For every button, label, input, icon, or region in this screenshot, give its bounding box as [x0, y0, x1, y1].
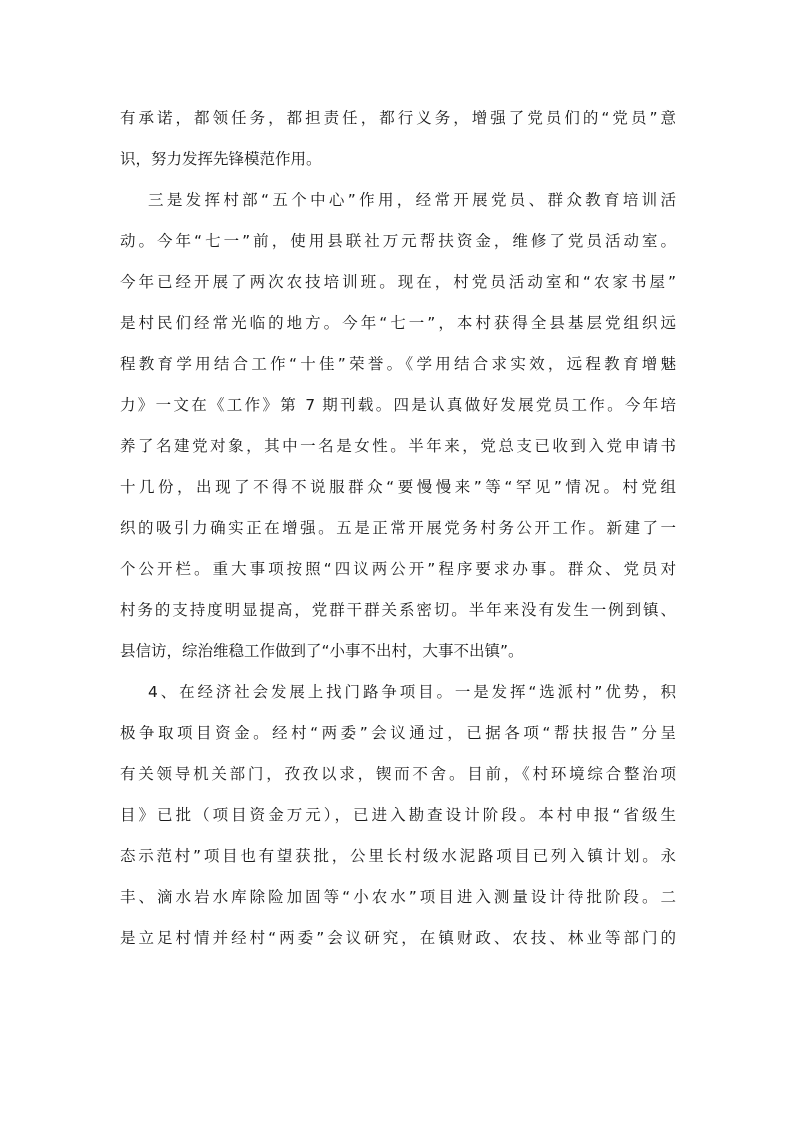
text-line: 程教育学用结合工作“十佳”荣誉。《学用结合求实效，远程教育增魅 [120, 355, 676, 373]
text-line: 村务的支持度明显提高，党群干群关系密切。半年来没有发生一例到镇、 [120, 601, 676, 619]
text-line: 丰、滴水岩水库除险加固等“小农水”项目进入测量设计待批阶段。二 [120, 888, 676, 906]
text-line: 县信访，综治维稳工作做到了“小事不出村，大事不出镇”。 [120, 642, 524, 660]
text-line: 今年已经开展了两次农技培训班。现在，村党员活动室和“农家书屋” [120, 273, 676, 291]
paragraph-start-line: 三是发挥村部“五个中心”作用，经常开展党员、群众教育培训活 [148, 191, 676, 209]
text-line: 是立足村情并经村“两委”会议研究，在镇财政、农技、林业等部门的 [120, 929, 676, 947]
text-line: 十几份，出现了不得不说服群众“要慢慢来”等“罕见”情况。村党组 [120, 478, 676, 496]
text-line: 动。今年“七一”前，使用县联社万元帮扶资金，维修了党员活动室。 [120, 232, 676, 250]
text-line: 养了名建党对象，其中一名是女性。半年来，党总支已收到入党申请书 [120, 437, 676, 455]
text-line: 个公开栏。重大事项按照“四议两公开”程序要求办事。群众、党员对 [120, 560, 676, 578]
text-line: 目》已批（项目资金万元），已进入勘查设计阶段。本村申报“省级生 [120, 806, 676, 824]
text-line: 识，努力发挥先锋模范作用。 [120, 150, 322, 168]
text-line: 是村民们经常光临的地方。今年“七一”，本村获得全县基层党组织远 [120, 314, 676, 332]
text-line: 有关领导机关部门，孜孜以求，锲而不舍。目前，《村环境综合整治项 [120, 765, 676, 783]
paragraph-start-line: 4、在经济社会发展上找门路争项目。一是发挥“选派村”优势，积 [148, 683, 676, 701]
text-line: 力》一文在《工作》第 7 期刊载。四是认真做好发展党员工作。今年培 [120, 396, 676, 414]
text-line: 态示范村”项目也有望获批，公里长村级水泥路项目已列入镇计划。永 [120, 847, 676, 865]
text-line: 极争取项目资金。经村“两委”会议通过，已据各项“帮扶报告”分呈 [120, 724, 676, 742]
text-line: 有承诺，都领任务，都担责任，都行义务，增强了党员们的“党员”意 [120, 109, 676, 127]
text-line: 织的吸引力确实正在增强。五是正常开展党务村务公开工作。新建了一 [120, 519, 676, 537]
